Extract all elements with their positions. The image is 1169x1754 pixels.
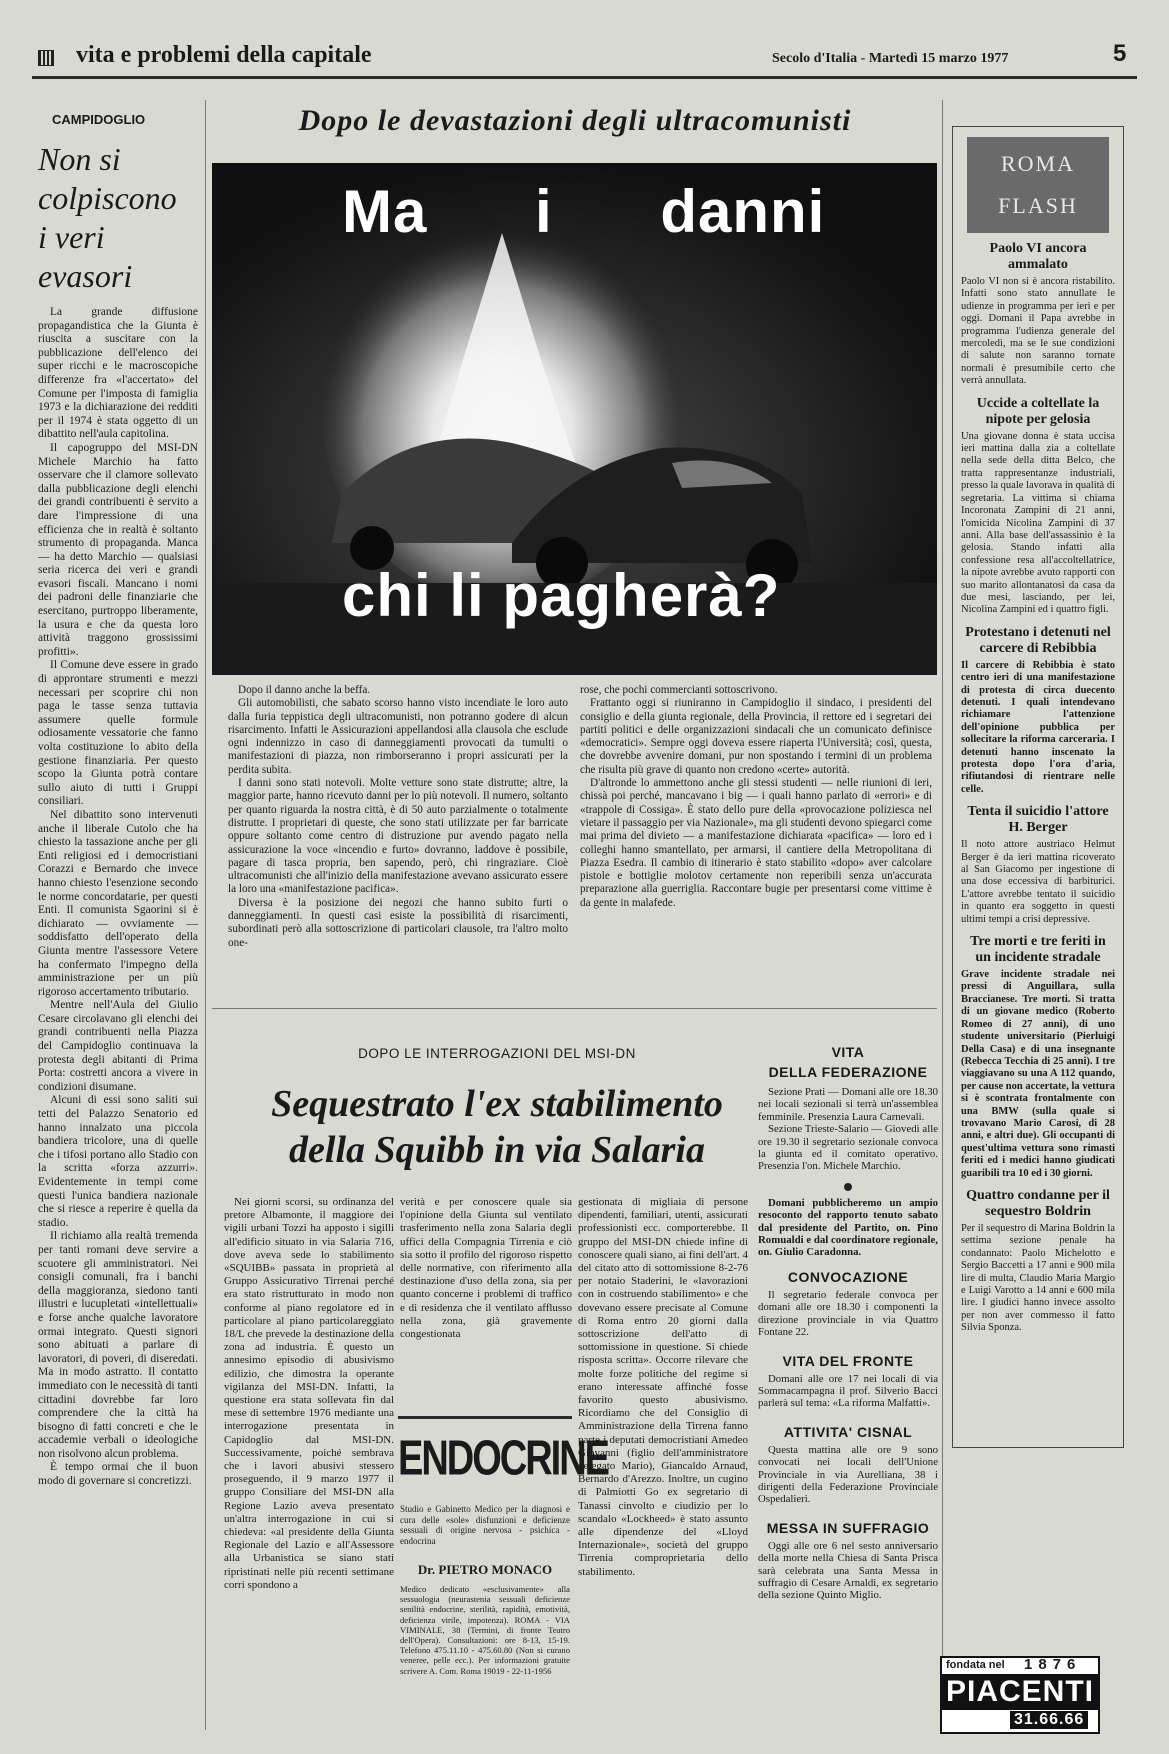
flash-item-title: Tenta il suicidio l'attore H. Berger	[967, 804, 1109, 836]
paragraph: I danni sono stati notevoli. Molte vetture sono state distrutte; altre, la maggior parte, hanno ricevuto danni per lo più notevoli. Il numero, soltanto per quanto riguarda la nostra città, è di 50 auto parzialmente o totalmente distrutte. I proprietari di queste, che sono stati utilizzate per far barricate oppure soltanto come centro di distruzione pur avendo pagato nella assicurazione la voce «incendio e furto» dovranno, laddove è possibile, pagare di tasca propria, ben sapendo, però, chi ringraziare. Cioè ultracomunisti che all'inizio della manifestazione avevano assicurato essere la loro una «manifestazione pacifica».	[228, 777, 568, 896]
paragraph: La grande diffusione propagandistica che la Giunta è riuscita a suscitare con la pubblicazione dell'elenco dei super ricchi e le macroscopiche differenze fra «l'accertato» del Comune per l'imposta di famiglia 1973 e la dichiarazione dei redditi per il 1974 è stata oggetto di un dibattito nell'aula capitolina.	[38, 306, 198, 441]
headline-line: evasori	[38, 258, 133, 294]
federazione-heading-1: VITA	[831, 1044, 865, 1060]
paragraph: Il Comune deve essere in grado di approntare strumenti e mezzi necessari per scoprire chi non paga le tasse senza tuttavia assumere quelle formule odiosamente vessatorie che fanno volta costituzione lo abito della gestione finanziaria. Per questo scopo la Giunta potrà contare sullo aiuto di tutti i Gruppi consiliari.	[38, 659, 198, 808]
ad-top-rule	[398, 1416, 572, 1419]
roma-flash-title-2: FLASH	[998, 193, 1078, 218]
headline-line: i veri	[38, 219, 105, 255]
story-divider	[212, 1008, 937, 1009]
squibb-col1: Nei giorni scorsi, su ordinanza del pretore Albamonte, il maggiore dei vigili urbani Tozzi ha apposto i sigilli all'edificio situato in via Salaria 716, dove aveva sede lo stabilimento «SQUIBB» passata in proprietà al Gruppo Assicurativo Tirrenai perché era stato ristrutturato in modo non conforme al piano regolatore ed in particolare al piano particolareggiato 18/L che prevede la destinazione della zona ad industria. È questo un annesimo episodio di abusivismo edilizio, che dimostra la operante vigilanza del MSI-DN. Infatti, la questione era stata sollevata fin dal mese di settembre 1976 mediante una interrogazione presentata in Capidoglio dal MSI-DN. Successivamente, poiché sembrava che i lavori abusivi stessero proseguendo, il 9 marzo 1977 il gruppo Consiliare del MSI-DN alla Regione Lazio aveva presentato un'altra interrogazione in cui si chiedeva: «al presidente della Giunta Regionale del Lazio e all'Assessore alla Urbanistica se siano stati ripristinati nelle più recenti settimane corri spondono a	[224, 1196, 394, 1591]
flash-item-title: Protestano i detenuti nel carcere di Rebibbia	[965, 624, 1111, 656]
piacenti-year: 1876	[1024, 1656, 1082, 1673]
roma-flash-title-1: ROMA	[1000, 151, 1075, 176]
paragraph: Dopo il danno anche la beffa.	[238, 684, 371, 696]
fronte-text: Domani alle ore 17 nei locali di via Sommacampagna il prof. Silverio Bacci parlerà sul tema: «La riforma Malfatti».	[758, 1372, 938, 1410]
paragraph: Diversa è la posizione dei negozi che hanno subito furti o danneggiamenti. In questi casi esiste la possibilità di risarcimenti, subordinati però alla sottoscrizione di particolari clausole, tra l'altro molto one-	[228, 896, 568, 949]
paragraph: Gli automobilisti, che sabato scorso hanno visto incendiate le loro auto dalla furia teppistica degli ultracomunisti, non potranno godere di alcun risarcimento. Infatti le Assicurazioni appellandosi alla clausola che esclude ogni indennizzo in caso di danneggiamenti provocati da tumulti o manifestazioni di piazza, non rimborseranno i propri assicurati per la perdita subita.	[228, 697, 568, 776]
federazione-column	[758, 1040, 938, 1730]
left-article-body	[38, 306, 198, 1726]
grid-icon	[38, 50, 54, 66]
flash-item-text: Una giovane donna è stata uccisa ieri mattina dalla zia a coltellate nella sede della ditta Belco, che tratta rappresentanze industriali, presso la quale lavorava in qualità di segretaria. La vittima si chiama Incoronata Zampini di 21 anni, l'omicida Nicolina Zampini di 37 anni. Alla base dell'assassinio è la gelosia. Stando infatti alla confessione resa all'accoltellatrice, la nipote avrebbe avuto rapporti con suo marito allontanatosi da casa da due mesi, lasciando, per lei, Nicolina Zampini ed i quattro figli.	[961, 430, 1115, 616]
squibb-col3: gestionata di migliaia di persone dipendenti, familiari, utenti, assicurati professionisti ecc. comporterebbe. Il gruppo del MSI-DN chiede infine di conoscere quali siano, ai fini dell'art. 4 del citato atto di sottomissione 8-2-76 per notaio Staderini, le «lavorazioni con in costruendo stabilimento» e che dovevano essere precisate al Comune di Roma entro 20 giorni dalla sottoscrizione dell'atto di sottomissione in questione. Si chiede risposta scritta». Occorre rilevare che molte forze politiche del regime si erano interessate affinché fosse favorito questo abusivismo. Ricordiamo che del Consiglio di Amministrazione della Tirrena fanno parte i deputati democristiani Amedeo Giovanni (figlio dell'amministratore delegato Mario), Giancaldo Arnaud, Bernardo d'Arezzo. Inoltre, un cugino di Palmiotti Go ex segretario di Tanassi cinvolto e ciudizio per lo scandalo «Lockheed» è stato assunto alle dipendenze del «Lloyd Internazionale», società del gruppo Tirrenia comproprietaria dello stabilimento.	[578, 1196, 748, 1578]
paragraph: Nel dibattito sono intervenuti anche il liberale Cutolo che ha chiesto la tassazione anche per gli Enti religiosi ed i democristiani Corazzi e Bernardo che invece hanno chiesto l'esenzione secondo le norme concordatarie, per questi Enti. Il comunista Sgaorini si è dichiarato — ovviamente — soddisfatto dell'operato della Giunta mentre l'assessore Vetere ha confermato l'impegno della amministrazione per un più rigoroso accertamento tributario.	[38, 808, 198, 998]
headline-line: Non si	[38, 141, 121, 177]
paragraph: Frattanto oggi si riuniranno in Campidoglio il sindaco, i presidenti del consiglio e della giunta regionale, della Provincia, il rettore ed i segretari dei partiti politici e delle organizzazioni sindacali che un comunicato definisce «democratici». Sempre oggi doveva essere riaperta l'Università; così, questa, che dovrebbe avvenire domani, pur non spostando i termini di un problema che risulta più grave di quanto non credono «certe» autorità.	[580, 697, 932, 776]
endocrine-title: ENDOCRINE	[398, 1431, 609, 1487]
bullet-dot	[844, 1183, 852, 1191]
messa-text: Oggi alle ore 6 nel sesto anniversario della morte nella Chiesa di Santa Prisca sarà celebrata una Santa Messa in suffragio di Cesare Arnaldi, ex segretario della sezione Quinto Miglio.	[758, 1539, 938, 1602]
piacenti-ad	[940, 1656, 1100, 1734]
cisnal-text: Questa mattina alle ore 9 sono convocati nei locali dell'Unione Provinciale in via Aurelliana, 38 i dirigenti della Federazione Provinciale Ospedalieri.	[758, 1443, 938, 1506]
endocrine-body: Medico dedicato «esclusivamente» alla sessuologia (neurastenia sessuali deficienze senilità endocrine, sterilità, rapidità, emotività, deficienza virile, impotenza). ROMA - VIA VIMINALE, 38 (Termini, di fronte Teatro dell'Opera). Consultazioni: ore 8-13, 15-19. Telefono 475.11.10 - 475.60.80 (Non si curano veneree, pelle ecc.). Per informazioni gratuite scrivere A. Com. Roma 19019 - 22-11-1956	[400, 1584, 570, 1676]
paragraph: Alcuni di essi sono saliti sui tetti del Palazzo Senatorio ed hanno innalzato una piccola bandiera tricolore, una di quelle che i tifosi portano allo Stadio con la scritta «forza azzurri». Evidentemente in tempi come questi l'unica bandiera nazionale che si riesce a reperire è quella da stadio.	[38, 1094, 198, 1229]
page-number: 5	[1113, 40, 1127, 67]
messa-heading: MESSA IN SUFFRAGIO	[766, 1519, 930, 1536]
roma-flash-box	[952, 126, 1124, 1448]
flash-item-title: Quattro condanne per il sequestro Boldrin	[966, 1187, 1110, 1219]
fronte-heading: VITA DEL FRONTE	[782, 1352, 914, 1369]
squibb-col2: verità e per conoscere quale sia l'opinione della Giunta sul ventilato trasferimento nella zona Salaria degli uffici della Compagnia Tirrenia e ciò sia sotto il profilo del rigoroso rispetto delle normative, con riferimento alla destinazione d'uso della zona, sia per quanto concerne i problemi di traffico e di residenza che il ventilato afflusso nella zona, già gravemente congestionata	[400, 1196, 572, 1341]
convocazione-heading: CONVOCAZIONE	[787, 1268, 909, 1285]
main-story-col1	[228, 684, 568, 996]
photo-caption-bottom: chi li pagherà?	[342, 562, 781, 629]
paragraph: È tempo ormai che il buon modo di governare si concretizzi.	[38, 1461, 198, 1488]
headline-line: colpiscono	[38, 180, 177, 216]
paragraph: D'altronde lo ammettono anche gli stessi studenti — nelle riunioni di ieri, chissà poi perché, mancavano i big — i quali hanno parlato di «errori» e di «trappole di Cossiga». È stato dello pure della «provocazione poliziesca nel vietare il passaggio per via Nazionale», ma gli studenti devono spiegarci come mai prima del divieto — a manifestazione dichiarata «pacifica» — loro ed i colleghi hanno smantellato, per armarsi, il cantiere della Metropolitana di Piazza Esedra. Il cambio di itinerario è stato stabilito «dopo» aver calcolare pistole e bottiglie molotov certamente non reperibili senza un'accurata preparazione alla guerriglia. Raccontare bugie per presentarsi come vittime è da gente in malafede.	[580, 777, 932, 909]
piacenti-founded: fondata nel	[946, 1659, 1005, 1671]
column-divider	[205, 100, 206, 1730]
photo-caption-top: Ma i danni	[342, 178, 826, 245]
squibb-headline-2: della Squibb in via Salaria	[289, 1129, 705, 1171]
flash-item-text: Il carcere di Rebibbia è stato centro ieri di una manifestazione di protesta di circa duecento detenuti. I quali intendevano richiamare l'attenzione dell'opinione pubblica per sollecitare la riforma carceraria. I detenuti hanno inscenato la protesta dopo l'ora d'aria, rifiutandosi di rientrare nelle celle.	[961, 659, 1115, 795]
flash-item-text: Paolo VI non si è ancora ristabilito. Infatti sono stato annullate le udienze in programma per ieri e per oggi. Domani il Papa avrebbe in programma l'udienza generale del mercoledì, ma se le sue condizioni di salute non saranno tornate normali è presumibile certo che verrà annullata.	[961, 276, 1115, 387]
squibb-kicker: DOPO LE INTERROGAZIONI DEL MSI-DN	[358, 1046, 636, 1061]
piacenti-name: PIACENTI	[942, 1674, 1098, 1710]
federazione-item: Domani pubblicheremo un ampio resoconto del rapporto tenuto sabato dal presidente del Partito, on. Pino Romualdi e dal coordinatore regionale, on. Giulio Caradonna.	[758, 1196, 938, 1259]
paragraph: Il capogruppo del MSI-DN Michele Marchio ha fatto osservare che il clamore sollevato dalla pubblicazione degli elenchi dei grandi contribuenti è servito a dare l'impressione di una efficienza che in realtà è soltanto strumento di propaganda. Manca — ha detto Marchio — qualsiasi seria ricerca dei veri e grandi evasori fiscali. Mancano i nomi dei padroni delle finanziarie che esercitano, purtroppo liberamente, la usura e che da questa loro attività traggono grossissimi profitti».	[38, 441, 198, 658]
main-story-col2	[580, 684, 932, 996]
flash-item-title: Tre morti e tre feriti in un incidente stradale	[970, 934, 1106, 966]
federazione-item: Sezione Trieste-Salario — Giovedì alle ore 19.30 il segretario sezionale convoca la giunta ed il comitato operativo. Presenzia l'on. Michele Marchio.	[758, 1123, 938, 1173]
flash-item-title: Uccide a coltellate la nipote per gelosia	[976, 395, 1100, 427]
header-rule	[32, 76, 1137, 79]
squibb-headline-1: Sequestrato l'ex stabilimento	[271, 1083, 723, 1125]
convocazione-text: Il segretario federale convoca per domani alle ore 18.30 i componenti la direzione provinciale in via Quattro Fontane 22.	[758, 1288, 938, 1339]
endocrine-doctor: Dr. PIETRO MONACO	[417, 1562, 553, 1577]
paragraph: rose, che pochi commercianti sottoscrivono.	[580, 684, 778, 696]
roma-flash-banner	[967, 137, 1109, 233]
flash-item-text: Grave incidente stradale nei pressi di Anguillara, sulla Braccianese. Tre morti. Si tratta di un giovane medico (Roberto Romeo di 27 anni), di uno studente universitario (Pierluigi Della Casa) e di una insegnante (Rebecca Tecchia di 25 anni). I tre viaggiavano su una A 112 quando, per cause non accertate, la vettura si è scontrata frontalmente con una BMW (sulla quale si trovavano Mario Carosi, di 28 anni, e altri due). Gli occupanti di quest'ultima vettura sono rimasti feriti ed i medici hanno giudicati guaribili tra 10 ed i 30 giorni.	[961, 969, 1115, 1179]
riot-photo	[212, 163, 937, 675]
page-header	[32, 40, 1137, 74]
endocrine-ad	[398, 1416, 609, 1726]
flash-item-text: Il noto attore austriaco Helmut Berger è da ieri mattina ricoverato al San Giacomo per ingestione di una dose eccessiva di barbiturici. L'attore avrebbe tentato il suicidio in quanto era soggetto in questi ultimi tempi a crisi depressive.	[961, 839, 1115, 925]
main-headline: Dopo le devastazioni degli ultracomunisti	[298, 104, 852, 137]
paragraph: Mentre nell'Aula del Giulio Cesare circolavano gli elenchi dei grandi contribuenti nella Piazza del Campidoglio continuava la protesta degli abitanti di Prima Porta: costretti ancora a vivere in condizioni disumane.	[38, 999, 198, 1093]
federazione-item: Sezione Prati — Domani alle ore 18.30 nei locali sezionali si terrà un'assemblea femminile. Presenzia Laura Carnevali.	[758, 1086, 939, 1123]
left-headline	[38, 140, 198, 296]
column-divider	[942, 100, 943, 1730]
federazione-heading-2: DELLA FEDERAZIONE	[768, 1064, 928, 1080]
masthead-date: Secolo d'Italia - Martedì 15 marzo 1977	[772, 51, 1009, 66]
paragraph: Il richiamo alla realtà tremenda per tanti romani deve servire a scuotere gli amministratori. Nei consigli comunali, fra i banchi della maggioranza, siedono tanti illustri e lucupletati «intellettuali» e forse anche qualche lavoratore ormai integrato. Questi signori sono abituati a parlare di lavoratori, di poveri, di diseredati. Ma in modo astratto. Il contatto immediato con le necessità di tanti cittadini dovrebbe far loro comprendere che la città ha bisogno di fatti concreti e che le accademie verbali o ideologiche non risolvono alcun problema.	[38, 1230, 198, 1460]
section-title: vita e problemi della capitale	[76, 42, 372, 68]
flash-item-title: Paolo VI ancora ammalato	[989, 241, 1087, 272]
left-kicker: CAMPIDOGLIO	[52, 112, 146, 127]
endocrine-subtitle: Studio e Gabinetto Medico per la diagnosi e cura delle «sole» disfunzioni e deficienze sessuali di origine nervosa - psichica - endocrina	[400, 1504, 570, 1546]
flash-item-text: Per il sequestro di Marina Boldrin la settima sezione penale ha condannato: Paolo Michelotto e Sergio Baccetti a 17 anni e 900 mila lire di multa, Claudio Maria Margio e Luigi Varotto a 14 anni e 600 mila lire. I giudici hanno invece assolto per non aver commesso il fatto Silvia Sponza.	[961, 1222, 1115, 1334]
piacenti-phone: 31.66.66	[1010, 1711, 1088, 1729]
roma-flash-items	[961, 241, 1115, 1441]
cisnal-heading: ATTIVITA' CISNAL	[783, 1423, 913, 1440]
